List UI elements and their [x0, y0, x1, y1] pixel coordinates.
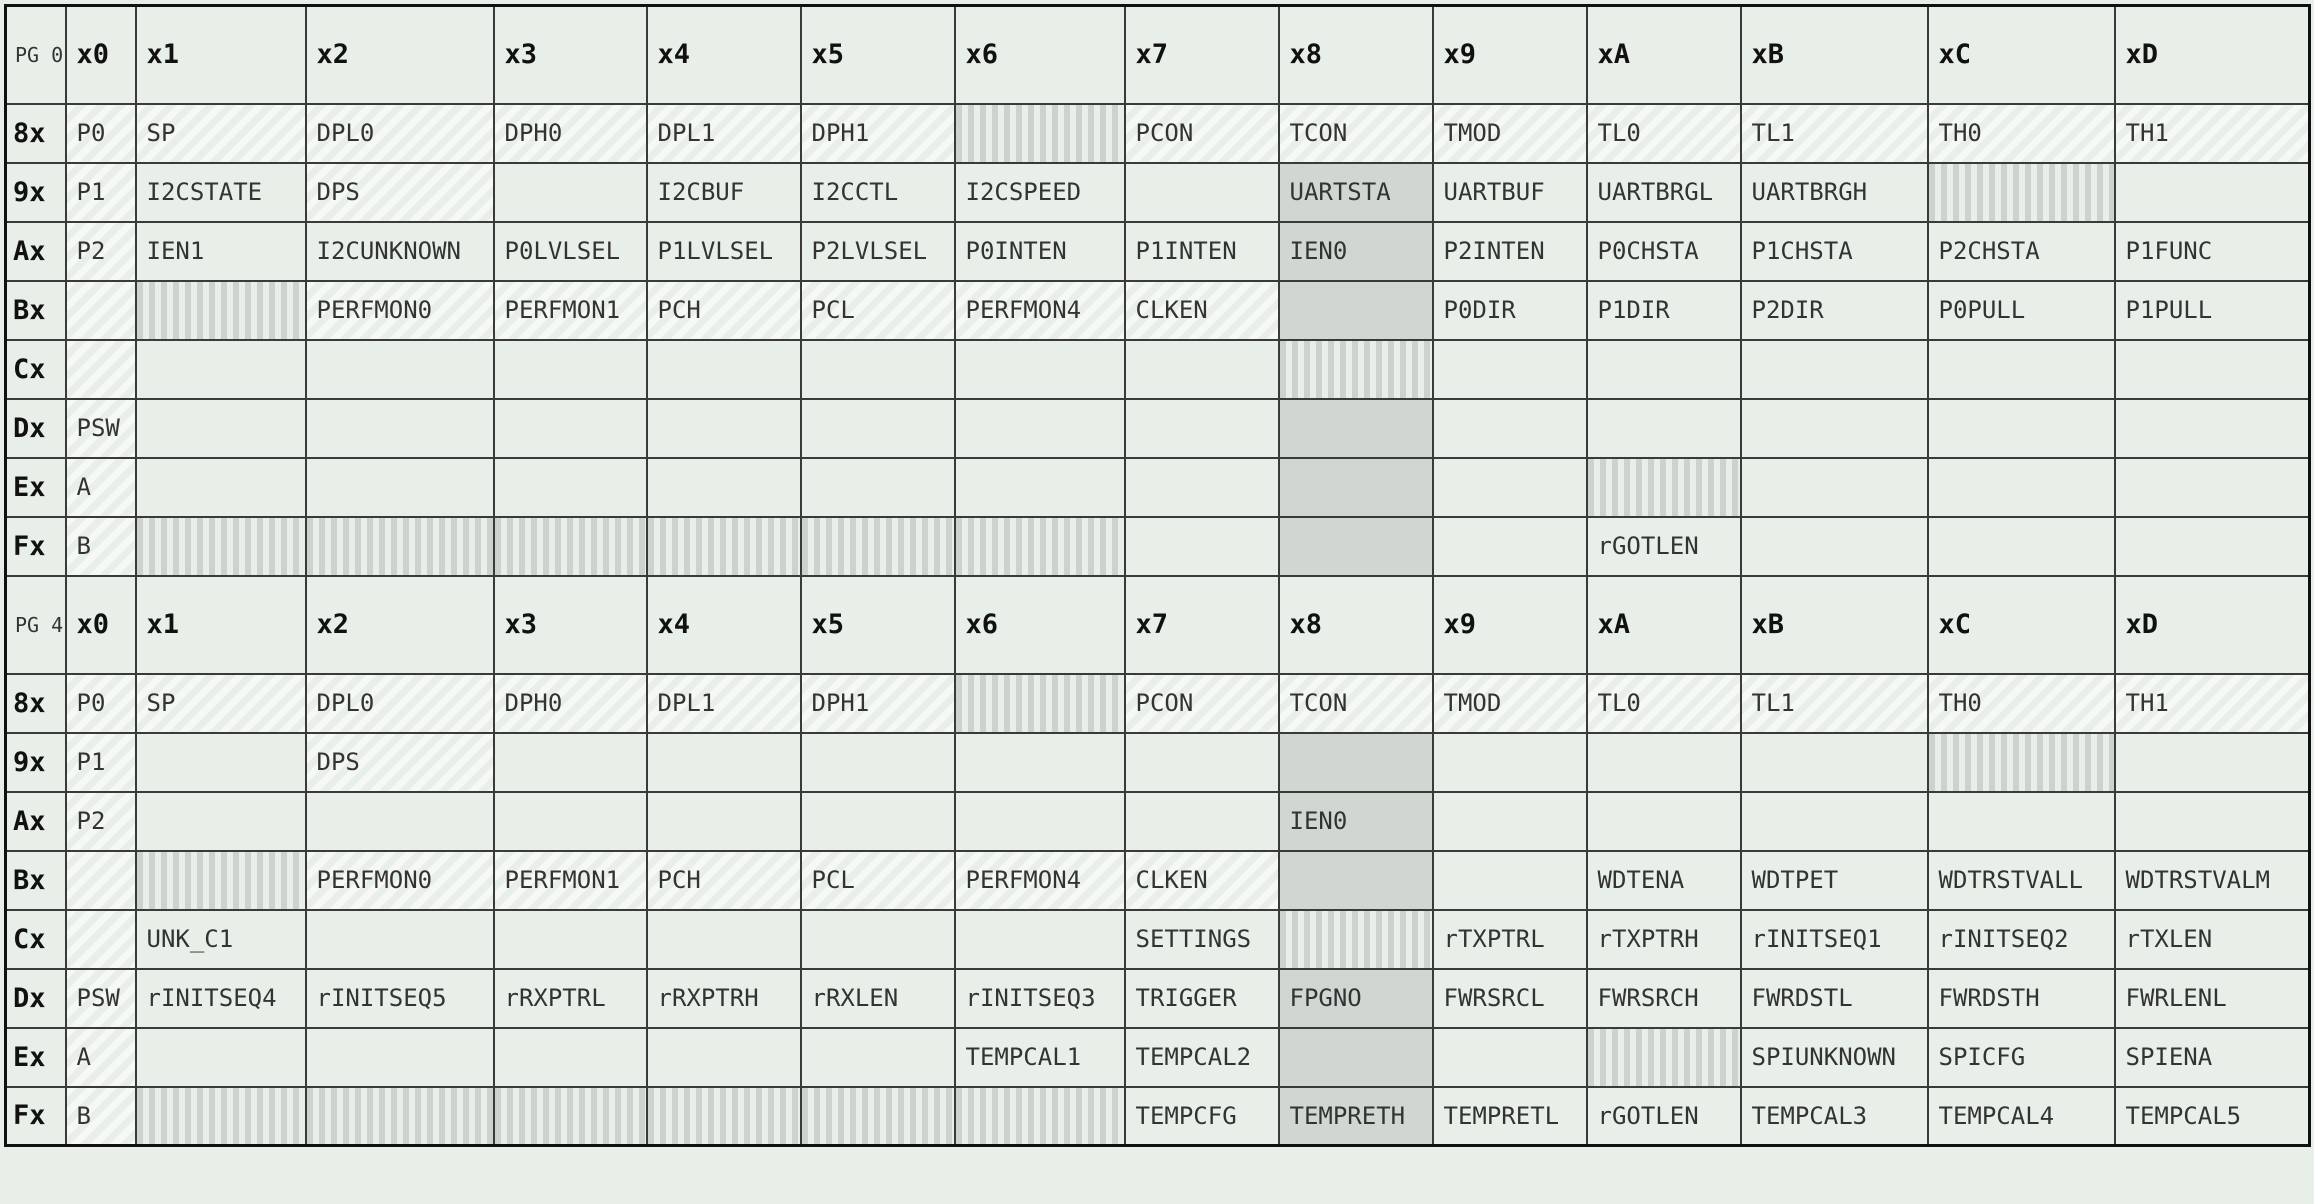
register-cell — [955, 458, 1125, 517]
register-cell: PCL — [801, 281, 955, 340]
register-cell: DPH0 — [494, 674, 647, 733]
register-cell — [1125, 399, 1279, 458]
register-cell: P2DIR — [1741, 281, 1928, 340]
register-cell — [1741, 340, 1928, 399]
register-cell — [955, 340, 1125, 399]
register-row — [6, 851, 2310, 910]
column-header: x5 — [801, 6, 955, 104]
register-cell — [1125, 458, 1279, 517]
register-cell: P2 — [66, 792, 136, 851]
column-header: x1 — [136, 576, 306, 674]
row-header: 9x — [6, 733, 66, 792]
register-cell: TH0 — [1928, 104, 2115, 163]
register-cell: SPIENA — [2115, 1028, 2310, 1087]
register-cell: PCON — [1125, 104, 1279, 163]
register-cell: TL1 — [1741, 104, 1928, 163]
register-cell — [494, 733, 647, 792]
column-header: xB — [1741, 6, 1928, 104]
register-cell — [494, 340, 647, 399]
register-cell: rINITSEQ4 — [136, 969, 306, 1028]
register-cell — [494, 517, 647, 576]
register-cell — [801, 1087, 955, 1146]
register-cell — [494, 1028, 647, 1087]
register-cell — [2115, 163, 2310, 222]
register-cell: P1DIR — [1587, 281, 1741, 340]
register-cell — [136, 851, 306, 910]
register-row — [6, 104, 2310, 163]
register-cell — [1741, 517, 1928, 576]
register-row — [6, 281, 2310, 340]
column-header: xA — [1587, 576, 1741, 674]
register-cell — [801, 910, 955, 969]
register-cell — [1928, 458, 2115, 517]
row-header: Ax — [6, 792, 66, 851]
row-header: Cx — [6, 910, 66, 969]
register-cell — [136, 281, 306, 340]
register-cell: rTXPTRL — [1433, 910, 1587, 969]
column-header: x8 — [1279, 6, 1433, 104]
column-header: xD — [2115, 576, 2310, 674]
register-cell: SP — [136, 674, 306, 733]
register-cell: DPH1 — [801, 674, 955, 733]
register-cell: I2CSTATE — [136, 163, 306, 222]
register-cell: TCON — [1279, 104, 1433, 163]
page-label: PG 4 — [6, 576, 66, 674]
column-header: xC — [1928, 6, 2115, 104]
column-header: x1 — [136, 6, 306, 104]
register-cell — [1587, 1028, 1741, 1087]
register-cell — [1587, 733, 1741, 792]
register-cell — [2115, 517, 2310, 576]
register-cell: rTXLEN — [2115, 910, 2310, 969]
register-cell — [801, 517, 955, 576]
register-cell — [306, 458, 494, 517]
register-cell: B — [66, 517, 136, 576]
register-cell — [2115, 340, 2310, 399]
row-header: Bx — [6, 281, 66, 340]
register-cell: P2INTEN — [1433, 222, 1587, 281]
column-header: x7 — [1125, 576, 1279, 674]
register-cell — [647, 458, 801, 517]
register-cell — [66, 910, 136, 969]
register-cell — [1279, 399, 1433, 458]
register-cell — [136, 1028, 306, 1087]
register-cell: PCL — [801, 851, 955, 910]
register-cell: DPH0 — [494, 104, 647, 163]
register-cell: rTXPTRH — [1587, 910, 1741, 969]
register-cell — [955, 399, 1125, 458]
register-cell — [136, 733, 306, 792]
register-cell: TH1 — [2115, 674, 2310, 733]
row-header: Cx — [6, 340, 66, 399]
register-cell: rINITSEQ1 — [1741, 910, 1928, 969]
register-cell: DPL0 — [306, 104, 494, 163]
register-cell — [1125, 517, 1279, 576]
register-cell: TEMPCFG — [1125, 1087, 1279, 1146]
register-cell: P0 — [66, 674, 136, 733]
register-cell: I2CCTL — [801, 163, 955, 222]
register-cell: TMOD — [1433, 104, 1587, 163]
register-row — [6, 733, 2310, 792]
register-cell: WDTRSTVALM — [2115, 851, 2310, 910]
register-cell: A — [66, 458, 136, 517]
register-cell — [1433, 851, 1587, 910]
register-cell — [2115, 399, 2310, 458]
register-cell: P1 — [66, 163, 136, 222]
register-cell: rINITSEQ5 — [306, 969, 494, 1028]
register-cell — [1279, 910, 1433, 969]
register-cell — [494, 399, 647, 458]
row-header: Fx — [6, 517, 66, 576]
register-cell — [647, 1087, 801, 1146]
register-cell: UARTBRGH — [1741, 163, 1928, 222]
register-cell — [136, 792, 306, 851]
column-header: x4 — [647, 576, 801, 674]
column-header: xD — [2115, 6, 2310, 104]
register-row — [6, 969, 2310, 1028]
register-cell — [1433, 733, 1587, 792]
register-cell: TEMPCAL5 — [2115, 1087, 2310, 1146]
register-cell — [1433, 340, 1587, 399]
register-cell: PSW — [66, 969, 136, 1028]
register-cell — [136, 458, 306, 517]
register-cell: P0INTEN — [955, 222, 1125, 281]
register-cell: rRXPTRH — [647, 969, 801, 1028]
register-row — [6, 910, 2310, 969]
register-cell: I2CSPEED — [955, 163, 1125, 222]
column-header: x0 — [66, 576, 136, 674]
register-cell — [955, 733, 1125, 792]
page-header-row — [6, 6, 2310, 104]
register-cell — [1125, 163, 1279, 222]
register-cell — [494, 792, 647, 851]
register-cell: TH0 — [1928, 674, 2115, 733]
register-cell: TEMPCAL3 — [1741, 1087, 1928, 1146]
register-cell: FWRLENL — [2115, 969, 2310, 1028]
register-cell — [1741, 792, 1928, 851]
register-cell: PERFMON1 — [494, 281, 647, 340]
register-cell — [1928, 792, 2115, 851]
register-cell — [306, 1087, 494, 1146]
register-cell — [1928, 517, 2115, 576]
register-cell — [801, 340, 955, 399]
register-cell — [1125, 340, 1279, 399]
register-cell — [2115, 792, 2310, 851]
register-cell — [1928, 163, 2115, 222]
register-row — [6, 792, 2310, 851]
register-cell: DPS — [306, 163, 494, 222]
register-cell: FPGNO — [1279, 969, 1433, 1028]
register-cell: PSW — [66, 399, 136, 458]
register-cell: TEMPRETH — [1279, 1087, 1433, 1146]
register-cell: P2LVLSEL — [801, 222, 955, 281]
register-cell — [1279, 733, 1433, 792]
register-cell — [955, 104, 1125, 163]
register-cell: rGOTLEN — [1587, 1087, 1741, 1146]
register-cell: SPICFG — [1928, 1028, 2115, 1087]
register-cell — [1928, 340, 2115, 399]
register-cell: WDTPET — [1741, 851, 1928, 910]
register-row — [6, 458, 2310, 517]
register-cell: P1PULL — [2115, 281, 2310, 340]
register-cell: PERFMON1 — [494, 851, 647, 910]
sfr-register-table — [4, 4, 2311, 1147]
register-cell — [136, 399, 306, 458]
register-cell: P0DIR — [1433, 281, 1587, 340]
register-cell — [1433, 1028, 1587, 1087]
register-cell — [66, 281, 136, 340]
register-cell — [1433, 458, 1587, 517]
register-cell: SPIUNKNOWN — [1741, 1028, 1928, 1087]
register-cell — [1279, 517, 1433, 576]
register-cell — [1741, 399, 1928, 458]
column-header: x8 — [1279, 576, 1433, 674]
register-cell — [647, 340, 801, 399]
column-header: x2 — [306, 6, 494, 104]
register-cell: UARTSTA — [1279, 163, 1433, 222]
column-header: xC — [1928, 576, 2115, 674]
register-cell — [1741, 733, 1928, 792]
register-cell: SETTINGS — [1125, 910, 1279, 969]
register-cell — [494, 1087, 647, 1146]
register-row — [6, 1028, 2310, 1087]
register-cell: PERFMON4 — [955, 851, 1125, 910]
register-cell — [647, 399, 801, 458]
register-cell: PCH — [647, 281, 801, 340]
register-cell: PERFMON4 — [955, 281, 1125, 340]
register-cell — [1587, 340, 1741, 399]
register-cell — [306, 1028, 494, 1087]
register-cell: P1LVLSEL — [647, 222, 801, 281]
register-cell — [494, 458, 647, 517]
register-cell: A — [66, 1028, 136, 1087]
register-cell — [136, 517, 306, 576]
row-header: 8x — [6, 674, 66, 733]
register-cell: P2 — [66, 222, 136, 281]
register-cell — [306, 399, 494, 458]
column-header: x3 — [494, 576, 647, 674]
row-header: Ex — [6, 458, 66, 517]
register-cell — [1433, 792, 1587, 851]
register-cell: rGOTLEN — [1587, 517, 1741, 576]
register-cell: TEMPCAL1 — [955, 1028, 1125, 1087]
row-header: 9x — [6, 163, 66, 222]
row-header: Ax — [6, 222, 66, 281]
register-cell — [955, 910, 1125, 969]
register-cell: WDTENA — [1587, 851, 1741, 910]
register-cell — [66, 340, 136, 399]
column-header: x6 — [955, 576, 1125, 674]
row-header: Fx — [6, 1087, 66, 1146]
register-cell: P1CHSTA — [1741, 222, 1928, 281]
register-cell — [955, 792, 1125, 851]
register-cell — [1741, 458, 1928, 517]
register-cell: TL0 — [1587, 674, 1741, 733]
register-cell: SP — [136, 104, 306, 163]
register-row — [6, 517, 2310, 576]
register-cell — [66, 851, 136, 910]
page-header-row — [6, 576, 2310, 674]
register-cell: UARTBRGL — [1587, 163, 1741, 222]
column-header: xA — [1587, 6, 1741, 104]
register-cell — [1587, 399, 1741, 458]
register-cell: IEN0 — [1279, 792, 1433, 851]
sfr-table-body — [6, 6, 2310, 1146]
register-cell — [306, 792, 494, 851]
register-cell — [1125, 733, 1279, 792]
register-cell: DPL1 — [647, 674, 801, 733]
register-cell — [647, 1028, 801, 1087]
register-cell — [306, 517, 494, 576]
register-cell — [1279, 1028, 1433, 1087]
register-cell: TL1 — [1741, 674, 1928, 733]
register-cell — [801, 458, 955, 517]
register-cell: DPL0 — [306, 674, 494, 733]
register-cell: I2CUNKNOWN — [306, 222, 494, 281]
register-cell: TRIGGER — [1125, 969, 1279, 1028]
register-cell — [1587, 458, 1741, 517]
column-header: x4 — [647, 6, 801, 104]
row-header: Ex — [6, 1028, 66, 1087]
column-header: x3 — [494, 6, 647, 104]
register-cell: FWRSRCH — [1587, 969, 1741, 1028]
register-cell — [1433, 399, 1587, 458]
register-cell: PERFMON0 — [306, 281, 494, 340]
column-header: x0 — [66, 6, 136, 104]
register-cell: rINITSEQ3 — [955, 969, 1125, 1028]
column-header: x9 — [1433, 576, 1587, 674]
sfr-map-container — [4, 4, 2311, 1147]
register-cell: IEN1 — [136, 222, 306, 281]
register-cell — [306, 910, 494, 969]
register-cell: WDTRSTVALL — [1928, 851, 2115, 910]
column-header: x9 — [1433, 6, 1587, 104]
register-cell: P0 — [66, 104, 136, 163]
register-cell — [1928, 399, 2115, 458]
register-cell: I2CBUF — [647, 163, 801, 222]
register-row — [6, 674, 2310, 733]
register-cell — [647, 792, 801, 851]
register-cell: PERFMON0 — [306, 851, 494, 910]
register-cell: TEMPCAL4 — [1928, 1087, 2115, 1146]
register-cell — [1279, 281, 1433, 340]
register-cell — [1279, 458, 1433, 517]
register-row — [6, 163, 2310, 222]
register-cell — [494, 910, 647, 969]
row-header: Dx — [6, 399, 66, 458]
register-cell: P2CHSTA — [1928, 222, 2115, 281]
register-cell: P1FUNC — [2115, 222, 2310, 281]
register-cell: rRXPTRL — [494, 969, 647, 1028]
row-header: Bx — [6, 851, 66, 910]
register-row — [6, 222, 2310, 281]
register-cell: IEN0 — [1279, 222, 1433, 281]
register-cell: rINITSEQ2 — [1928, 910, 2115, 969]
register-cell — [1125, 792, 1279, 851]
register-row — [6, 1087, 2310, 1146]
register-cell: DPS — [306, 733, 494, 792]
register-cell — [1433, 517, 1587, 576]
column-header: xB — [1741, 576, 1928, 674]
register-cell — [801, 1028, 955, 1087]
register-cell — [1279, 340, 1433, 399]
register-cell — [1587, 792, 1741, 851]
register-cell: FWRDSTL — [1741, 969, 1928, 1028]
register-cell — [801, 399, 955, 458]
row-header: Dx — [6, 969, 66, 1028]
register-cell: CLKEN — [1125, 281, 1279, 340]
register-cell: UNK_C1 — [136, 910, 306, 969]
register-cell — [647, 733, 801, 792]
register-cell — [647, 517, 801, 576]
register-cell: TL0 — [1587, 104, 1741, 163]
register-cell — [801, 733, 955, 792]
register-cell — [955, 517, 1125, 576]
column-header: x5 — [801, 576, 955, 674]
register-cell: P1 — [66, 733, 136, 792]
register-cell — [1279, 851, 1433, 910]
column-header: x6 — [955, 6, 1125, 104]
register-cell: P0CHSTA — [1587, 222, 1741, 281]
register-cell — [2115, 733, 2310, 792]
register-cell: TMOD — [1433, 674, 1587, 733]
register-cell: UARTBUF — [1433, 163, 1587, 222]
register-cell: TEMPCAL2 — [1125, 1028, 1279, 1087]
register-cell — [494, 163, 647, 222]
register-cell: CLKEN — [1125, 851, 1279, 910]
page-label: PG 0 — [6, 6, 66, 104]
register-cell: DPL1 — [647, 104, 801, 163]
register-cell — [136, 1087, 306, 1146]
column-header: x2 — [306, 576, 494, 674]
register-cell — [955, 674, 1125, 733]
register-cell — [1928, 733, 2115, 792]
register-cell: TH1 — [2115, 104, 2310, 163]
register-row — [6, 399, 2310, 458]
register-cell: P0PULL — [1928, 281, 2115, 340]
register-row — [6, 340, 2310, 399]
column-header: x7 — [1125, 6, 1279, 104]
register-cell: PCON — [1125, 674, 1279, 733]
register-cell: P1INTEN — [1125, 222, 1279, 281]
register-cell — [136, 340, 306, 399]
register-cell: FWRDSTH — [1928, 969, 2115, 1028]
row-header: 8x — [6, 104, 66, 163]
register-cell: TEMPRETL — [1433, 1087, 1587, 1146]
register-cell: DPH1 — [801, 104, 955, 163]
register-cell — [955, 1087, 1125, 1146]
register-cell: P0LVLSEL — [494, 222, 647, 281]
register-cell: rRXLEN — [801, 969, 955, 1028]
register-cell: PCH — [647, 851, 801, 910]
register-cell — [647, 910, 801, 969]
register-cell — [2115, 458, 2310, 517]
register-cell: B — [66, 1087, 136, 1146]
register-cell: FWRSRCL — [1433, 969, 1587, 1028]
register-cell: TCON — [1279, 674, 1433, 733]
register-cell — [801, 792, 955, 851]
register-cell — [306, 340, 494, 399]
